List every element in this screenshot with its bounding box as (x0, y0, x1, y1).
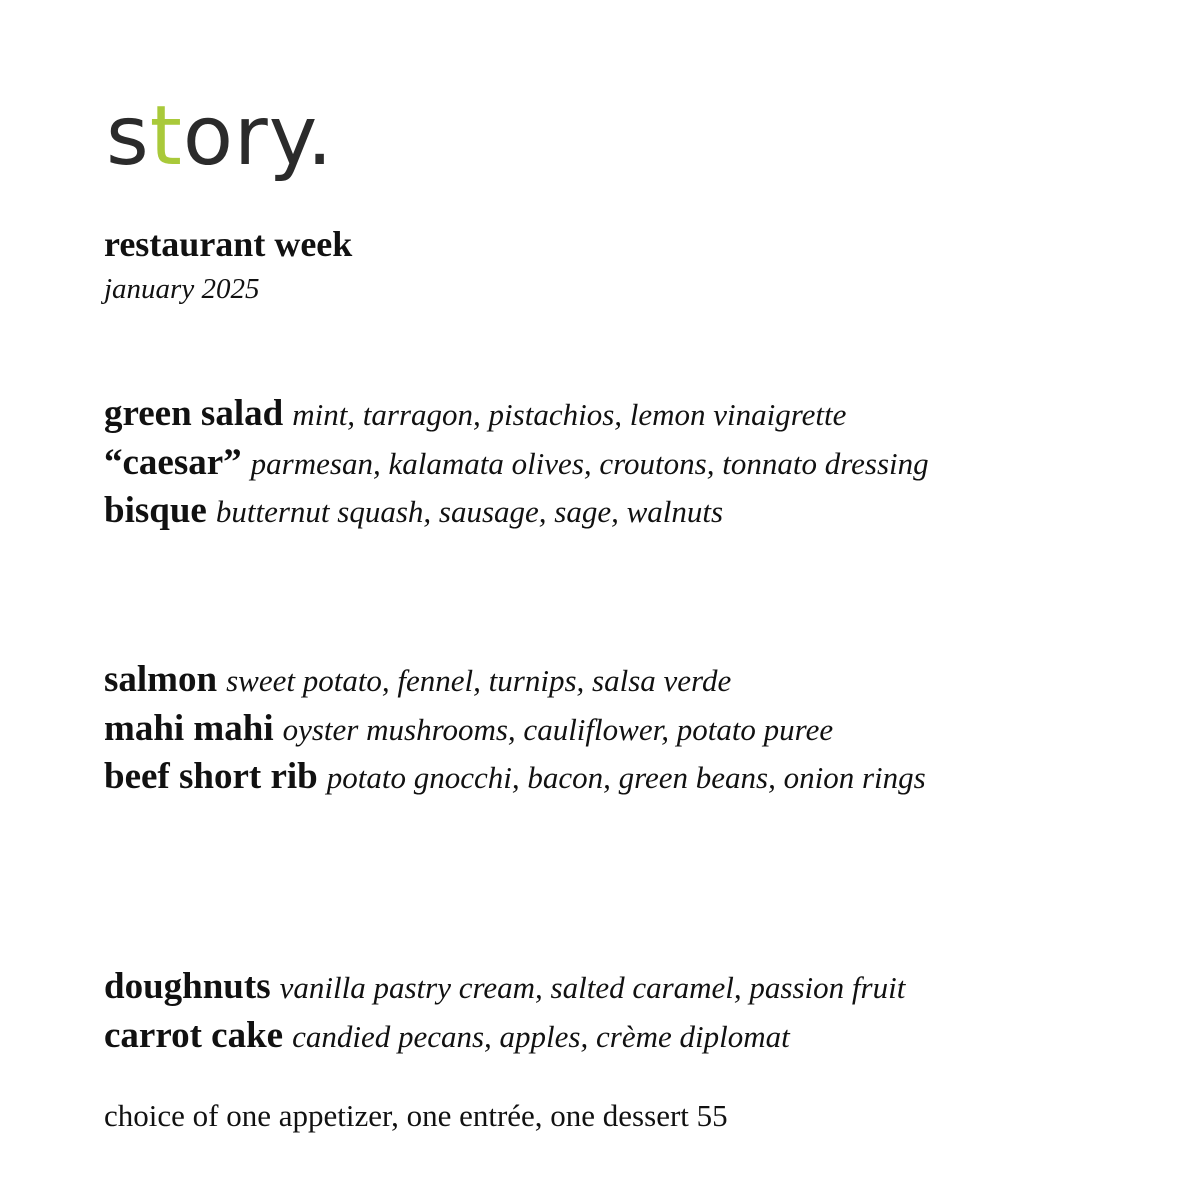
logo-text-end: ory. (182, 89, 334, 184)
dish-name: doughnuts (104, 966, 271, 1007)
dish-description: oyster mushrooms, cauliflower, potato puree (282, 711, 834, 747)
menu-item (104, 705, 926, 754)
dish-name: green salad (104, 393, 284, 434)
dish-name: “caesar” (104, 441, 242, 483)
logo-accent-letter: t (149, 89, 183, 184)
menu-item (104, 439, 929, 488)
menu-item (104, 753, 926, 802)
menu-item (104, 1012, 905, 1061)
entrees-section (104, 656, 926, 802)
dish-name: carrot cake (104, 1014, 284, 1056)
appetizers-section (104, 390, 929, 536)
dish-description: parmesan, kalamata olives, croutons, tonnato dressing (250, 445, 929, 481)
dish-description: mint, tarragon, pistachios, lemon vinaigrette (292, 397, 847, 432)
dish-description: sweet potato, fennel, turnips, salsa verde (226, 663, 732, 698)
dish-description: vanilla pastry cream, salted caramel, passion fruit (279, 970, 906, 1005)
menu-item (104, 656, 926, 705)
dish-description: candied pecans, apples, crème diplomat (292, 1018, 790, 1054)
prix-fixe-note: choice of one appetizer, one entrée, one dessert 55 (104, 1098, 728, 1133)
menu-item (104, 487, 929, 536)
dish-description: butternut squash, sausage, sage, walnuts (215, 494, 724, 529)
dish-name: bisque (104, 490, 207, 531)
menu-title: restaurant week (104, 224, 353, 264)
story-logo (106, 89, 334, 184)
menu-item (104, 390, 929, 439)
dish-name: beef short rib (104, 756, 318, 797)
desserts-section (104, 963, 905, 1060)
menu-date: january 2025 (104, 273, 260, 305)
logo-text-start: s (106, 89, 150, 184)
menu-item (104, 963, 905, 1012)
dish-description: potato gnocchi, bacon, green beans, onion rings (326, 760, 926, 795)
dish-name: mahi mahi (104, 707, 274, 749)
dish-name: salmon (104, 659, 218, 700)
